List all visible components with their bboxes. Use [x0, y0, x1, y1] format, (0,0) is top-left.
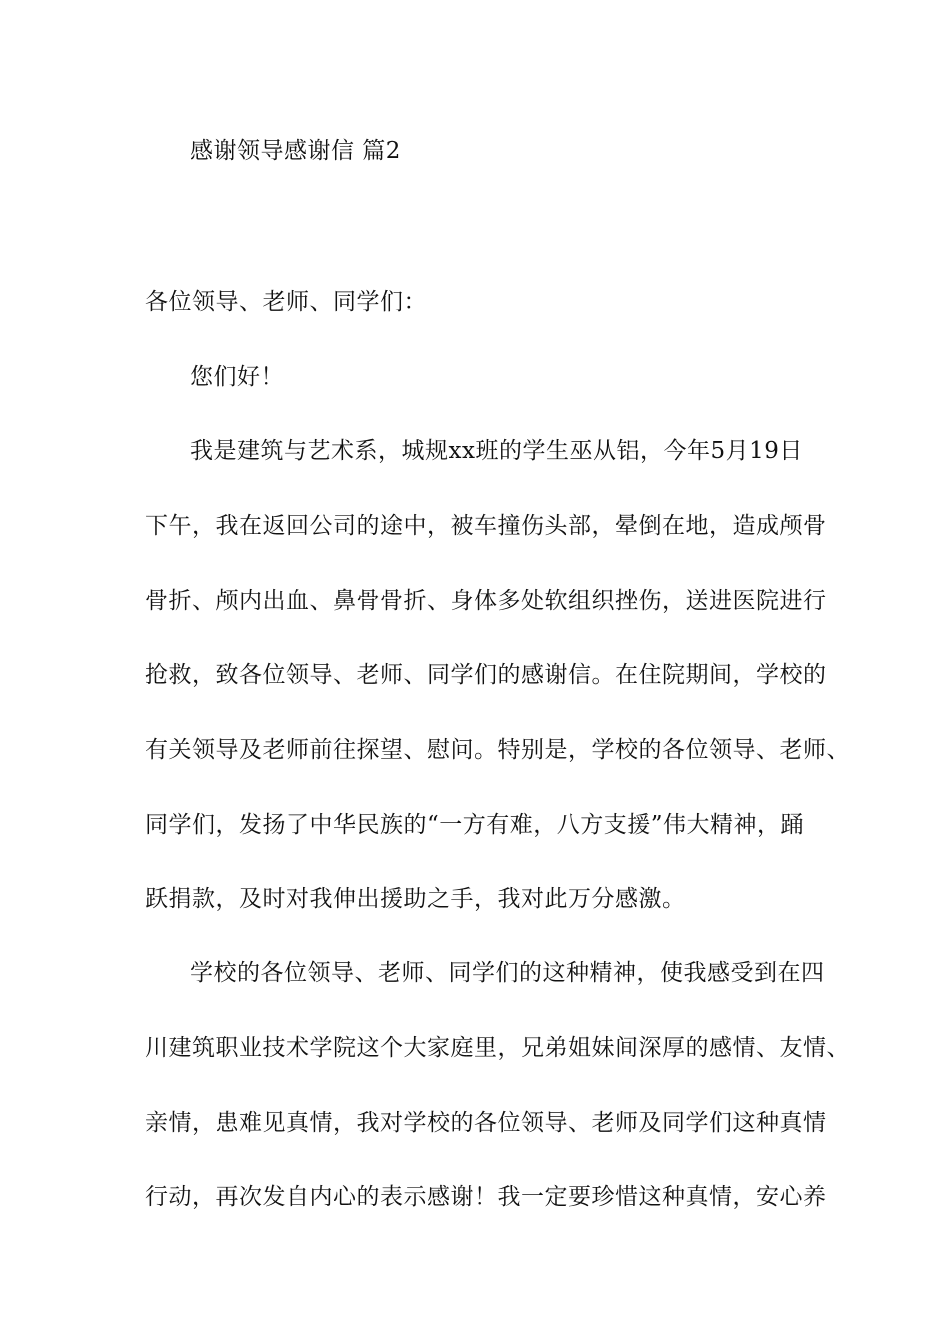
- paragraph-line: 川建筑职业技术学院这个大家庭里，兄弟姐妹间深厚的感情、友情、: [145, 1035, 850, 1061]
- paragraph-line: 亲情，患难见真情，我对学校的各位领导、老师及同学们这种真情: [145, 1110, 827, 1136]
- paragraph-line: 行动，再次发自内心的表示感谢！我一定要珍惜这种真情，安心养: [145, 1184, 827, 1210]
- paragraph-line: 跃捐款，及时对我伸出援助之手，我对此万分感激。: [145, 886, 686, 912]
- salutation: 各位领导、老师、同学们：: [145, 289, 427, 315]
- paragraph-line: 有关领导及老师前往探望、慰问。特别是，学校的各位领导、老师、: [145, 737, 850, 763]
- paragraph-line: 抢救，致各位领导、老师、同学们的感谢信。在住院期间，学校的: [145, 662, 827, 688]
- paragraph-line: 同学们，发扬了中华民族的“一方有难，八方支援”伟大精神，踊: [145, 812, 805, 838]
- paragraph-line: 我是建筑与艺术系，城规xx班的学生巫从铝，今年5月19日: [190, 438, 803, 464]
- paragraph-line: 骨折、颅内出血、鼻骨骨折、身体多处软组织挫伤，送进医院进行: [145, 588, 827, 614]
- paragraph-line: 下午，我在返回公司的途中，被车撞伤头部，晕倒在地，造成颅骨: [145, 513, 827, 539]
- paragraph-line: 学校的各位领导、老师、同学们的这种精神，使我感受到在四: [190, 960, 825, 986]
- document-title: 感谢领导感谢信 篇2: [190, 138, 401, 164]
- greeting: 您们好！: [190, 364, 284, 390]
